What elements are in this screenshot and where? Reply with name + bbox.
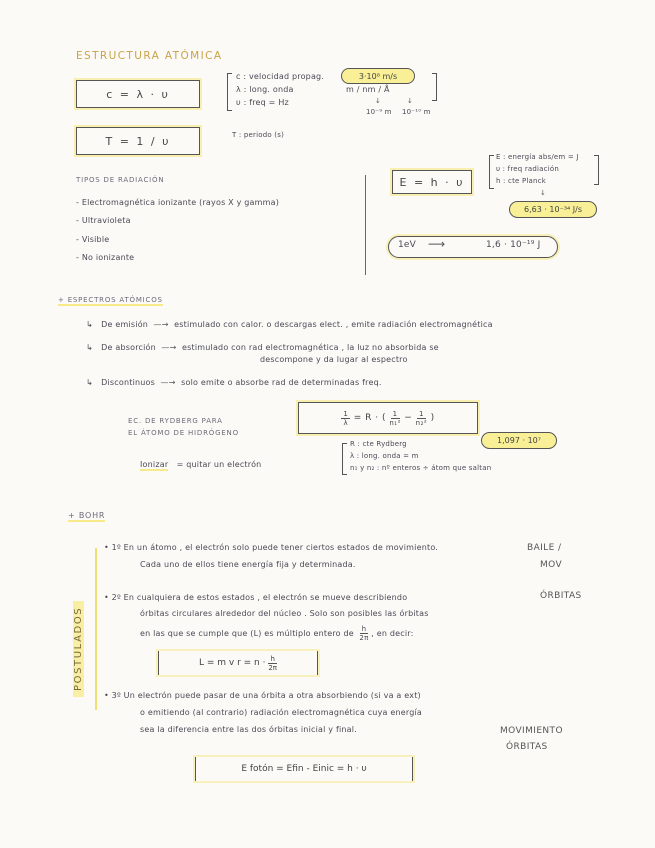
postulate-1-line: Cada uno de ellos tiene energía fija y determinada. <box>140 560 356 569</box>
spectra-row-absorption-cont: descompone y da lugar al espectro <box>260 355 408 364</box>
postulates-bracket <box>95 548 97 710</box>
nm-conversion: 10⁻⁹ m <box>366 108 392 116</box>
column-divider <box>365 175 366 275</box>
bracket-arrow-icon: ↳ <box>86 320 99 329</box>
postulate-2-line: • 2º En cualquiera de estos estados , el electrón se mueve describiendo <box>104 593 408 602</box>
side-note: MOV <box>540 560 563 570</box>
c-legend-line: υ : freq = Hz <box>236 98 289 107</box>
postulate-1-line: • 1º En un átomo , el electrón solo puede tener ciertos estados de movimiento. <box>104 543 439 552</box>
bracket-arrow-icon: ↳ <box>86 378 99 387</box>
arrow-icon: —→ <box>150 320 172 329</box>
rydberg-formula-box: $\frac{1}{\lambda}$ = R · ( $\frac{1}{\text{n₁²}}$ − $\frac{1}{\text{n₂²}}$ ) <box>298 402 478 434</box>
down-arrow-icon: ↓ <box>407 97 414 105</box>
radiation-heading: TIPOS DE RADIACIÓN <box>76 176 165 184</box>
side-note: ÓRBITAS <box>506 742 548 752</box>
down-arrow-icon: ↓ <box>375 97 382 105</box>
bohr-heading: + BOHR <box>68 511 106 520</box>
c-legend-line: c : velocidad propag. <box>236 72 325 81</box>
bracket-arrow-icon: ↳ <box>86 343 99 352</box>
side-note: ÓRBITAS <box>540 591 582 601</box>
ionizar-definition: Ionizar = quitar un electrón <box>140 460 262 469</box>
speed-of-light-value: 3·10⁸ m/s <box>341 68 415 84</box>
rydberg-legend-line: λ : long. onda = m <box>350 452 419 460</box>
arrow-icon: —→ <box>157 378 179 387</box>
down-arrow-icon: ↓ <box>540 189 547 197</box>
long-arrow-icon: ⟶ <box>428 237 446 251</box>
e-legend-line: υ : freq radiación <box>496 165 559 173</box>
c-legend-line: λ : long. onda <box>236 85 294 94</box>
c-legend-bracket <box>227 73 232 111</box>
arrow-icon: —→ <box>158 343 180 352</box>
rydberg-caption: EC. DE RYDBERG PARA <box>128 417 223 425</box>
units-bracket <box>432 73 437 101</box>
postulate-3-line: o emitiendo (al contrario) radiación electromagnética cuya energía <box>140 708 423 717</box>
postulate-2-line: órbitas circulares alrededor del núcleo . Solo son posibles las órbitas <box>140 609 429 618</box>
side-note: BAILE / <box>527 543 562 553</box>
ev-value: 1,6 · 10⁻¹⁹ J <box>486 240 541 250</box>
t-formula-box: T = 1 / υ <box>76 127 200 155</box>
postulates-label: POSTULADOS <box>73 601 84 697</box>
angstrom-conversion: 10⁻¹⁰ m <box>402 108 431 116</box>
period-note: T : periodo (s) <box>232 131 284 139</box>
postulate-3-line: sea la diferencia entre las dos órbitas inicial y final. <box>140 725 357 734</box>
ev-label: 1eV <box>398 240 417 250</box>
photon-energy-formula: E fotón = Efin - Einic = h · υ <box>195 757 413 781</box>
rydberg-legend-bracket <box>342 443 347 475</box>
rydberg-caption: EL ÁTOMO DE HIDRÓGENO <box>128 429 239 437</box>
e-legend-bracket-right <box>594 155 599 185</box>
postulate-2-line: en las que se cumple que (L) es múltiplo entero de $\frac{h}{2\pi}$ , en decir: <box>140 625 414 642</box>
rydberg-constant-value: 1,097 · 10⁷ <box>481 432 557 449</box>
spectra-heading: + ESPECTROS ATÓMICOS <box>58 296 163 304</box>
radiation-item: - No ionizante <box>76 253 135 262</box>
angular-momentum-formula: L = m v r = n · $\frac{h}{2\pi}$ <box>158 651 318 675</box>
rydberg-legend-line: n₁ y n₂ : nº enteros ÷ átom que saltan <box>350 464 492 472</box>
spectra-row-discontinuous: ↳ Discontinuos —→ solo emite o absorbe rad de determinadas freq. <box>86 378 382 387</box>
radiation-item: - Electromagnética ionizante (rayos X y gamma) <box>76 198 280 207</box>
spectra-row-absorption: ↳ De absorción —→ estimulado con rad electromagnética , la luz no absorbida se <box>86 343 439 352</box>
spectra-row-emission: ↳ De emisión —→ estimulado con calor. o descargas elect. , emite radiación electromagnética <box>86 320 493 329</box>
e-formula-box: E = h · υ <box>392 170 472 194</box>
lambda-units: m / nm / Å <box>346 85 390 94</box>
postulate-3-line: • 3º Un electrón puede pasar de una órbita a otra absorbiendo (si va a ext) <box>104 691 421 700</box>
side-note: MOVIMIENTO <box>500 726 563 736</box>
radiation-item: - Ultravioleta <box>76 216 131 225</box>
rydberg-legend-line: R : cte Rydberg <box>350 440 407 448</box>
radiation-item: - Visible <box>76 235 110 244</box>
planck-constant-value: 6,63 · 10⁻³⁴ J/s <box>509 201 597 218</box>
page-title: ESTRUCTURA ATÓMICA <box>76 50 223 62</box>
e-legend-line: E : energía abs/em = J <box>496 153 579 161</box>
c-formula-box: c = λ · υ <box>76 80 200 108</box>
e-legend-line: h : cte Planck <box>496 177 546 185</box>
e-legend-bracket <box>489 155 494 189</box>
